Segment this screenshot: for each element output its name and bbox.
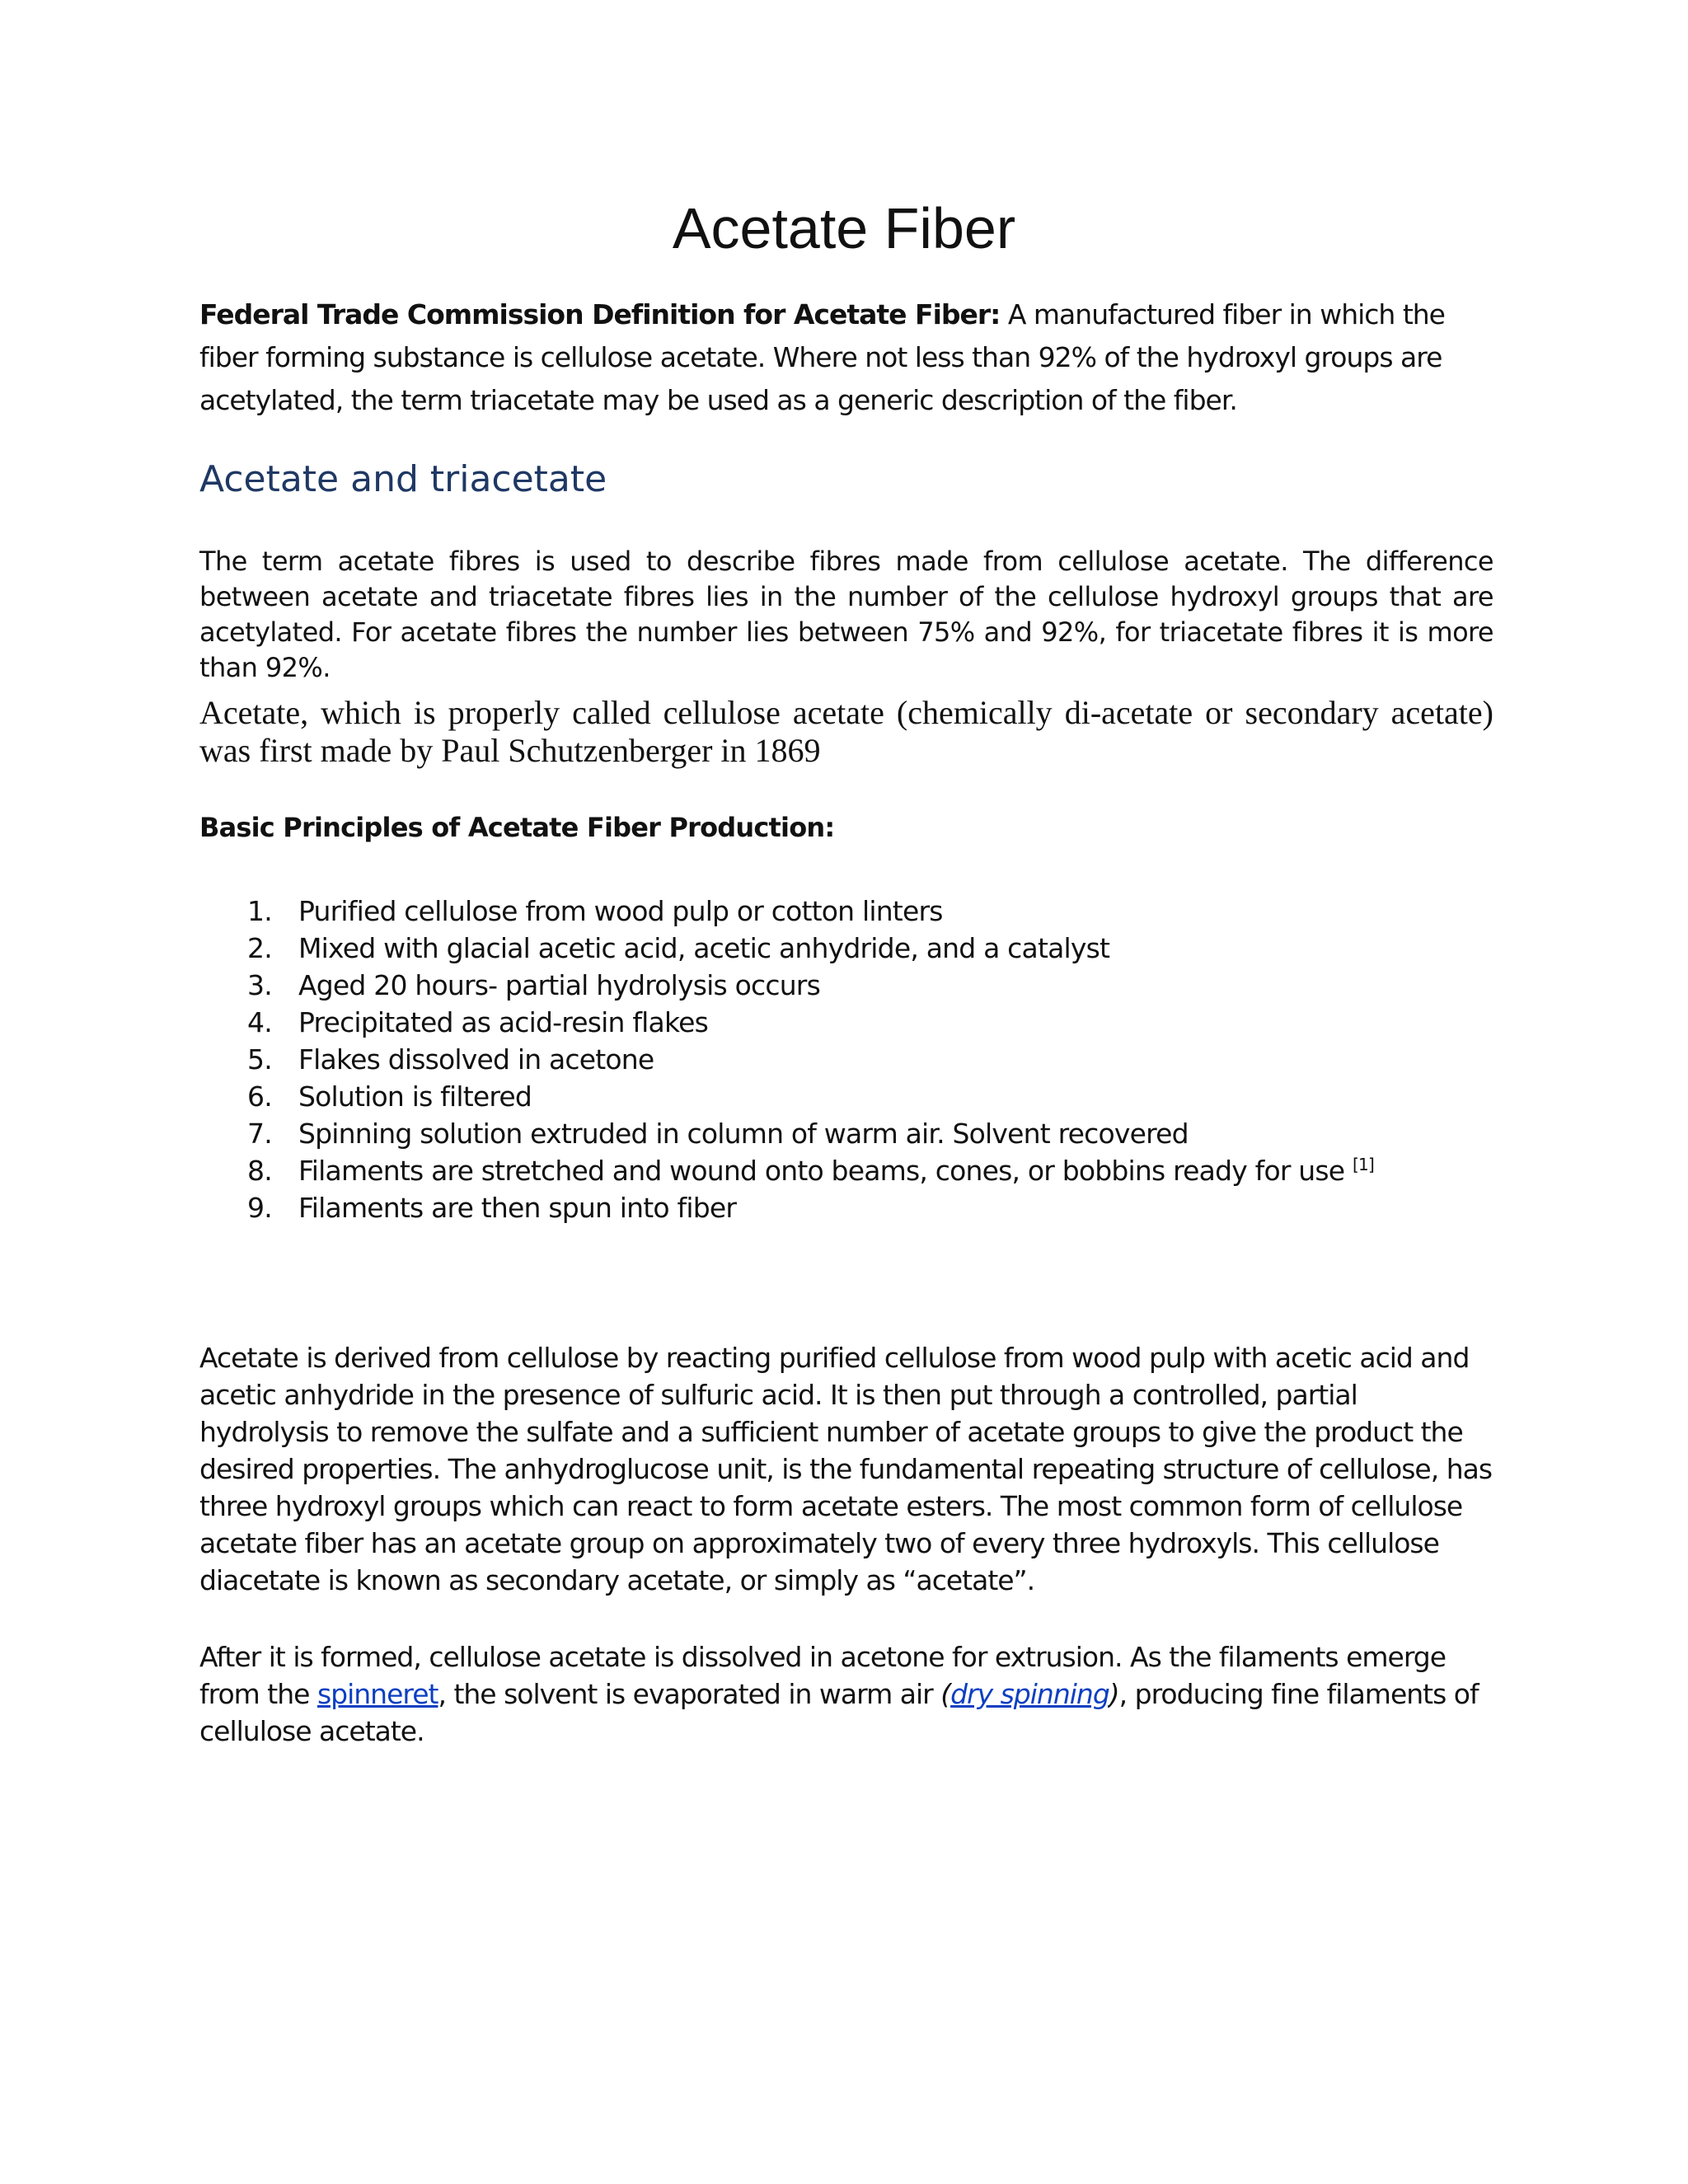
list-item: [199, 930, 1493, 967]
list-text: Filaments are then spun into fiber: [298, 1192, 737, 1224]
list-number: 8.: [247, 1155, 272, 1187]
list-number: 9.: [247, 1192, 272, 1224]
list-item: [199, 893, 1493, 930]
list-item: [199, 1189, 1493, 1226]
list-text: Aged 20 hours- partial hydrolysis occurs: [298, 969, 820, 1001]
list-text: Solution is filtered: [298, 1080, 532, 1113]
list-item: [199, 1078, 1493, 1115]
list-item: [199, 1152, 1493, 1189]
section-heading: Acetate and triacetate: [199, 458, 607, 500]
list-text: Spinning solution extruded in column of warm air. Solvent recovered: [298, 1118, 1189, 1150]
paragraph-text: , the solvent is evaporated in warm air: [438, 1678, 941, 1710]
production-steps-list: [199, 893, 1493, 1226]
citation-reference[interactable]: [1]: [1353, 1155, 1374, 1174]
list-number: 6.: [247, 1080, 272, 1113]
list-number: 4.: [247, 1006, 272, 1038]
list-item: [199, 1004, 1493, 1041]
list-item: [199, 967, 1493, 1004]
ftc-definition: [199, 293, 1493, 422]
list-item: [199, 1115, 1493, 1152]
paragraph-text: After it is formed, cellulose acetate is dissolved in acetone for extrusion. As the filaments emerge from the: [199, 1641, 1447, 1710]
list-number: 1.: [247, 895, 272, 927]
page-title: Acetate Fiber: [672, 196, 1016, 260]
list-text: Purified cellulose from wood pulp or cotton linters: [298, 895, 943, 927]
list-text: Mixed with glacial acetic acid, acetic anhydride, and a catalyst: [298, 932, 1110, 964]
paragraph-extrusion: [199, 1638, 1493, 1750]
list-number: 3.: [247, 969, 272, 1001]
paragraph-history: Acetate, which is properly called cellulose acetate (chemically di-acetate or secondary acetate) was first made by Paul Schutzenberger in 1869: [199, 694, 1493, 769]
list-number: 7.: [247, 1118, 272, 1150]
list-number: 2.: [247, 932, 272, 964]
spinneret-link[interactable]: spinneret: [316, 1678, 438, 1710]
paragraph-acetate-triacetate: The term acetate fibres is used to describe fibres made from cellulose acetate. The difference between acetate and triacetate fibres lies in the number of the cellulose hydroxyl groups that are acetylated. For acetate fibres the number lies between 75% and 92%, for triacetate fibres it is more than 92%.: [199, 546, 1493, 683]
ftc-text: A manufactured fiber in which the fiber forming substance is cellulose acetate. Where not less than 92% of the hydroxyl groups are acetylated, the term triacetate may be used as a generic description of the fiber.: [199, 298, 1445, 416]
paren-close: ): [1109, 1678, 1119, 1710]
list-text: Filaments are stretched and wound onto beams, cones, or bobbins ready for use: [298, 1155, 1345, 1187]
list-text: Precipitated as acid-resin flakes: [298, 1006, 708, 1038]
paren-open: (: [940, 1678, 951, 1710]
list-text: Flakes dissolved in acetone: [298, 1043, 654, 1076]
list-number: 5.: [247, 1043, 272, 1076]
paragraph-derivation: Acetate is derived from cellulose by reacting purified cellulose from wood pulp with acetic acid and acetic anhydride in the presence of sulfuric acid. It is then put through a controlled, partial hydrolysis to remove the sulfate and a sufficient number of acetate groups to give the product the desired properties. The anhydroglucose unit, is the fundamental repeating structure of cellulose, has three hydroxyl groups which can react to form acetate esters. The most common form of cellulose acetate fiber has an acetate group on approximately two of every three hydroxyls. This cellulose diacetate is known as secondary acetate, or simply as “acetate”.: [199, 1342, 1493, 1596]
paragraph-text: , producing fine filaments of cellulose acetate.: [199, 1678, 1479, 1747]
ftc-label: Federal Trade Commission Definition for Acetate Fiber:: [199, 298, 1001, 330]
principles-heading: Basic Principles of Acetate Fiber Production:: [199, 812, 835, 843]
dry-spinning-link[interactable]: dry spinning: [950, 1678, 1109, 1710]
list-item: [199, 1041, 1493, 1078]
